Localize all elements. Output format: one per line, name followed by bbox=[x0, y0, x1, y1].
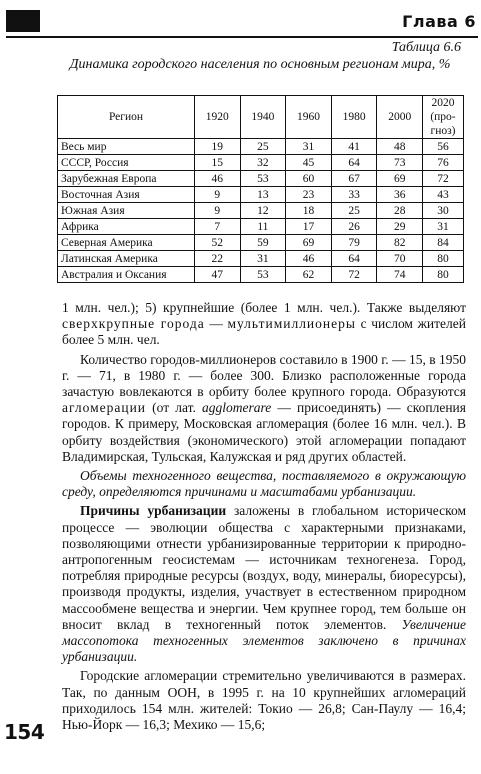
value-cell: 32 bbox=[240, 155, 286, 171]
value-cell: 47 bbox=[195, 267, 241, 283]
region-cell: СССР, Россия bbox=[58, 155, 195, 171]
paragraph-3: Объемы техногенного вещества, поставляемого в окружающую среду, определяются причинами и масштабами урбанизации. bbox=[62, 468, 466, 500]
p4-heading: Причины урбанизации bbox=[80, 503, 227, 519]
value-cell: 31 bbox=[423, 219, 464, 235]
value-cell: 84 bbox=[423, 235, 464, 251]
value-cell: 41 bbox=[331, 139, 377, 155]
p4-text: заложены в глобальном историческом процессе — эволюции общества с характерными признаками, позволяющими отнести урбанизированные территории к природно-антропогенным геосистемам — источникам техногенеза. Город, потребляя природные ресурсы (воздух, воду, минералы, биоресурсы), производя продукты, изделия, участвует в естественном природном массообмене вещества и энергии. Чем крупнее город, тем больше он вносит вклад в техногенный поток элементов. bbox=[62, 503, 467, 632]
value-cell: 46 bbox=[195, 171, 241, 187]
p2-latin-term: agglomerare bbox=[202, 400, 272, 416]
p1-text-a: 1 млн. чел.); 5) крупнейшие (более 1 млн. чел.). Также выделяют bbox=[62, 300, 466, 315]
value-cell: 46 bbox=[286, 251, 332, 267]
region-cell: Африка bbox=[58, 219, 195, 235]
region-cell: Зарубежная Европа bbox=[58, 171, 195, 187]
region-cell: Австралия и Оксания bbox=[58, 267, 195, 283]
column-header-region: Регион bbox=[58, 96, 195, 139]
p2-text-c: — присоединять) — скопления городов. К примеру, Московская агломерация (более 16 млн. чел.). В орбиту воздействия (экономического) этой агломерации попадают Владимирская, Тульская, Калужская и ряд других областей. bbox=[62, 400, 466, 464]
p1-term-multimillion: мультимиллионеры bbox=[227, 316, 356, 332]
value-cell: 30 bbox=[423, 203, 464, 219]
column-header-1980: 1980 bbox=[331, 96, 377, 139]
value-cell: 72 bbox=[423, 171, 464, 187]
page-number: 154 bbox=[4, 720, 45, 744]
value-cell: 19 bbox=[195, 139, 241, 155]
value-cell: 12 bbox=[240, 203, 286, 219]
urban-population-table bbox=[57, 95, 464, 283]
value-cell: 36 bbox=[377, 187, 423, 203]
p2-text-a: Количество городов-миллионеров составило в 1900 г. — 15, в 1950 г. — 71, в 1980 г. — более 300. Близко расположенные города зачастую вовлекаются в орбиту более крупного города. Образуются bbox=[62, 351, 466, 400]
p1-text-b: — bbox=[204, 316, 228, 332]
table-row bbox=[58, 139, 464, 155]
table-row bbox=[58, 235, 464, 251]
table-row bbox=[58, 155, 464, 171]
table-number: Таблица 6.6 bbox=[391, 40, 461, 55]
value-cell: 64 bbox=[331, 251, 377, 267]
p1-text-c: с числом жителей более 5 млн. чел. bbox=[62, 316, 466, 348]
value-cell: 15 bbox=[195, 155, 241, 171]
value-cell: 31 bbox=[240, 251, 286, 267]
header-black-block bbox=[6, 10, 40, 32]
value-cell: 33 bbox=[331, 187, 377, 203]
value-cell: 48 bbox=[377, 139, 423, 155]
value-cell: 7 bbox=[195, 219, 241, 235]
value-cell: 80 bbox=[423, 251, 464, 267]
value-cell: 76 bbox=[423, 155, 464, 171]
paragraph-4 bbox=[62, 503, 466, 665]
table-row bbox=[58, 187, 464, 203]
value-cell: 74 bbox=[377, 267, 423, 283]
paragraph-2 bbox=[62, 352, 466, 465]
value-cell: 25 bbox=[240, 139, 286, 155]
value-cell: 69 bbox=[286, 235, 332, 251]
value-cell: 13 bbox=[240, 187, 286, 203]
chapter-header bbox=[6, 6, 478, 38]
table-row bbox=[58, 219, 464, 235]
region-cell: Южная Азия bbox=[58, 203, 195, 219]
value-cell: 11 bbox=[240, 219, 286, 235]
paragraph-1 bbox=[62, 300, 466, 349]
table-row bbox=[58, 171, 464, 187]
column-header-1940: 1940 bbox=[240, 96, 286, 139]
value-cell: 70 bbox=[377, 251, 423, 267]
value-cell: 60 bbox=[286, 171, 332, 187]
value-cell: 9 bbox=[195, 187, 241, 203]
value-cell: 67 bbox=[331, 171, 377, 187]
p2-text-b: (от лат. bbox=[146, 400, 203, 416]
value-cell: 22 bbox=[195, 251, 241, 267]
table-row bbox=[58, 267, 464, 283]
value-cell: 79 bbox=[331, 235, 377, 251]
value-cell: 56 bbox=[423, 139, 464, 155]
value-cell: 64 bbox=[331, 155, 377, 171]
column-header-1960: 1960 bbox=[286, 96, 332, 139]
chapter-title: Глава 6 bbox=[402, 12, 476, 31]
value-cell: 73 bbox=[377, 155, 423, 171]
value-cell: 72 bbox=[331, 267, 377, 283]
value-cell: 17 bbox=[286, 219, 332, 235]
value-cell: 59 bbox=[240, 235, 286, 251]
value-cell: 82 bbox=[377, 235, 423, 251]
value-cell: 53 bbox=[240, 171, 286, 187]
value-cell: 62 bbox=[286, 267, 332, 283]
column-header-2000: 2000 bbox=[377, 96, 423, 139]
value-cell: 53 bbox=[240, 267, 286, 283]
value-cell: 43 bbox=[423, 187, 464, 203]
value-cell: 52 bbox=[195, 235, 241, 251]
value-cell: 9 bbox=[195, 203, 241, 219]
region-cell: Весь мир bbox=[58, 139, 195, 155]
value-cell: 31 bbox=[286, 139, 332, 155]
paragraph-5: Городские агломерации стремительно увеличиваются в размерах. Так, по данным ООН, в 1995 г. на 10 крупнейших агломераций приходилось 154 млн. жителей: Токио — 26,8; Сан-Паулу — 16,4; Нью-Йорк — 16,3; Мехико — 15,6; bbox=[62, 668, 466, 733]
column-header-1920: 1920 bbox=[195, 96, 241, 139]
p4-emphasis: Увеличение массопотока техногенных элементов заключено в причинах урбанизации. bbox=[62, 616, 466, 665]
table-caption: Динамика городского населения по основным регионам мира, % bbox=[69, 57, 451, 72]
value-cell: 69 bbox=[377, 171, 423, 187]
region-cell: Восточная Азия bbox=[58, 187, 195, 203]
table-header-row bbox=[58, 96, 464, 139]
column-header-2020: 2020 (про-гноз) bbox=[423, 96, 464, 139]
value-cell: 80 bbox=[423, 267, 464, 283]
value-cell: 18 bbox=[286, 203, 332, 219]
value-cell: 28 bbox=[377, 203, 423, 219]
value-cell: 29 bbox=[377, 219, 423, 235]
value-cell: 26 bbox=[331, 219, 377, 235]
p2-term-agglomerations: агломерации bbox=[62, 400, 147, 416]
table-row bbox=[58, 251, 464, 267]
value-cell: 45 bbox=[286, 155, 332, 171]
p1-term-supercities: сверхкрупные города bbox=[62, 316, 205, 332]
value-cell: 25 bbox=[331, 203, 377, 219]
region-cell: Латинская Америка bbox=[58, 251, 195, 267]
table-row bbox=[58, 203, 464, 219]
value-cell: 23 bbox=[286, 187, 332, 203]
region-cell: Северная Америка bbox=[58, 235, 195, 251]
body-text bbox=[62, 300, 466, 733]
